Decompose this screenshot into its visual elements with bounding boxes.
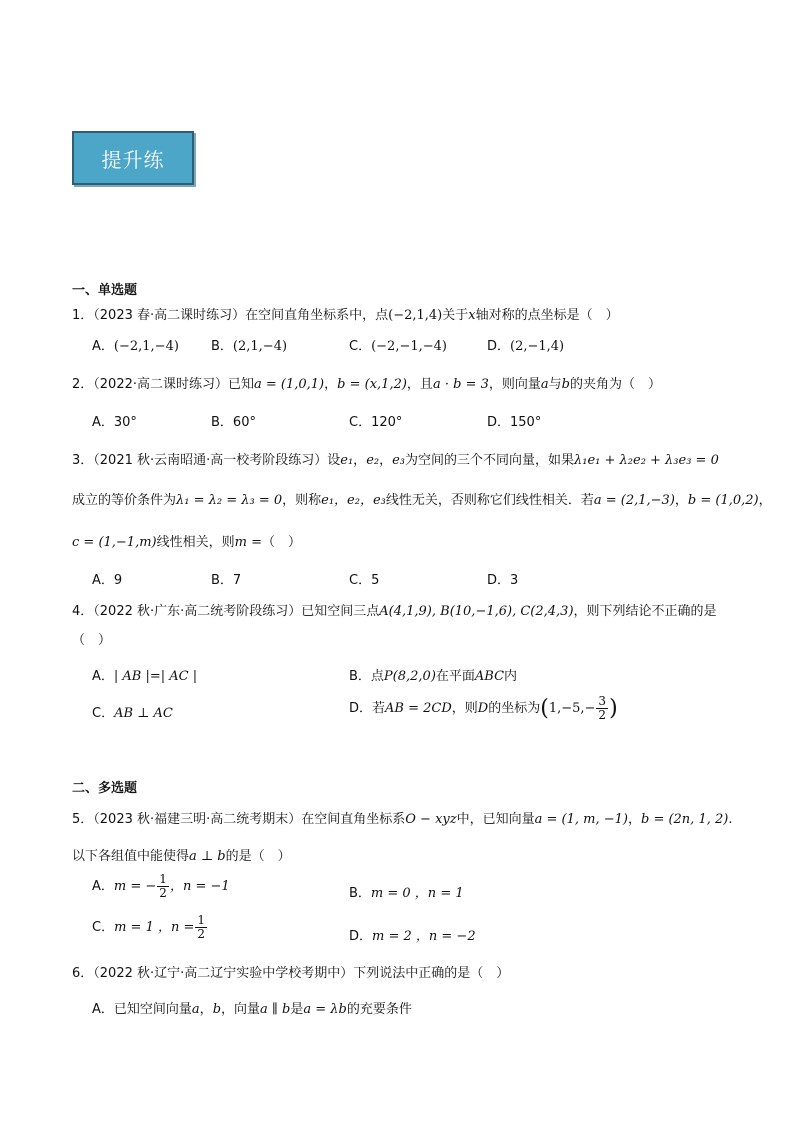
q2-option-a[interactable]: A．30° [92,415,137,430]
q1-option-c[interactable]: C．(−2,−1,−4) [349,339,447,354]
q3-option-c[interactable]: C．5 [349,573,380,588]
question-3-line-2: 成立的等价条件为λ₁ = λ₂ = λ₃ = 0，则称e₁，e₂，e₃线性无关，否则称它们线性相关．若a = (2,1,−3)，b = (1,0,2)， [72,493,772,508]
q1-option-a[interactable]: A．(−2,1,−4) [92,339,179,354]
q2-vector-a: a = (1,0,1) [254,377,325,392]
q2-vector-b: b = (x,1,2) [337,377,407,392]
question-4-line-1: 4．（2022 秋·广东·高二统考阶段练习）已知空间三点A(4,1,9), B(10,−1,6), C(2,4,3)，则下列结论不正确的是 [72,604,717,619]
q1-point: (−2,1,4) [388,308,443,323]
section-badge: 提升练 [72,131,194,185]
q5-option-c[interactable]: C．m = 1 ，n = $\frac{1}{2}$ [92,913,206,941]
q3-option-b[interactable]: B．7 [211,573,242,588]
q1-axis: x [468,308,476,323]
q2-option-d[interactable]: D．150° [487,415,542,430]
q5-option-a[interactable]: A．m = − $\frac{1}{2}$ ，n = −1 [92,872,230,900]
q4-option-c[interactable]: C．AB ⊥ AC [92,706,173,721]
question-2-stem: 2．（2022·高二课时练习）已知a = (1,0,1)，b = (x,1,2)，且a · b = 3，则向量a与b的夹角为（ ） [72,377,661,392]
q4-fraction: $\frac{3}{2}$ [598,694,607,722]
q2-dot-product: a · b = 3 [432,377,489,392]
q1-text: 轴对称的点坐标是（ ） [475,308,619,323]
q1-text: 关于 [442,308,469,323]
question-6-stem: 6．（2022 秋·辽宁·高二辽宁实验中学校考期中）下列说法中正确的是（ ） [72,966,510,981]
q3-option-d[interactable]: D．3 [487,573,519,588]
q5-option-d[interactable]: D．m = 2 ，n = −2 [349,929,476,944]
section-title-single-choice: 一、单选题 [72,283,138,298]
q4-option-a[interactable]: A．| AB |=| AC | [92,669,198,684]
q1-option-b[interactable]: B．(2,1,−4) [211,339,288,354]
q5-option-b[interactable]: B．m = 0 ，n = 1 [349,886,464,901]
question-4-line-2: （ ） [72,633,112,648]
q2-option-b[interactable]: B．60° [211,415,256,430]
q6-option-a[interactable]: A．已知空间向量a，b，向量a ∥ b是a = λb的充要条件 [92,1002,412,1017]
q4-option-b[interactable]: B．点P(8,2,0)在平面ABC内 [349,669,518,684]
q1-option-d[interactable]: D．(2,−1,4) [487,339,565,354]
question-3-line-1: 3．（2021 秋·云南昭通·高一校考阶段练习）设e₁，e₂，e₃为空间的三个不同向量，如果λ₁e₁ + λ₂e₂ + λ₃e₃ = 0 [72,453,719,468]
q1-text: 1．（2023 春·高二课时练习）在空间直角坐标系中，点 [72,308,389,323]
q2-option-c[interactable]: C．120° [349,415,403,430]
section-title-multi-choice: 二、多选题 [72,781,138,796]
question-3-line-3: c = (1,−1,m)线性相关，则m =（ ） [72,535,301,550]
q4-option-d[interactable]: D．若AB = 2CD，则D的坐标为(1,−5,− $\frac{3}{2}$ ) [349,694,618,722]
q3-option-a[interactable]: A．9 [92,573,123,588]
question-1-stem [72,304,619,323]
q4-points: A(4,1,9), B(10,−1,6), C(2,4,3) [379,604,574,619]
question-5-line-2: 以下各组值中能使得a ⊥ b的是（ ） [72,849,291,864]
question-5-line-1: 5．（2023 秋·福建三明·高二统考期末）在空间直角坐标系O − xyz中，已知向量a = (1, m, −1)，b = (2n, 1, 2). [72,812,733,827]
q3-linear-combination: λ₁e₁ + λ₂e₂ + λ₃e₃ = 0 [574,453,719,468]
